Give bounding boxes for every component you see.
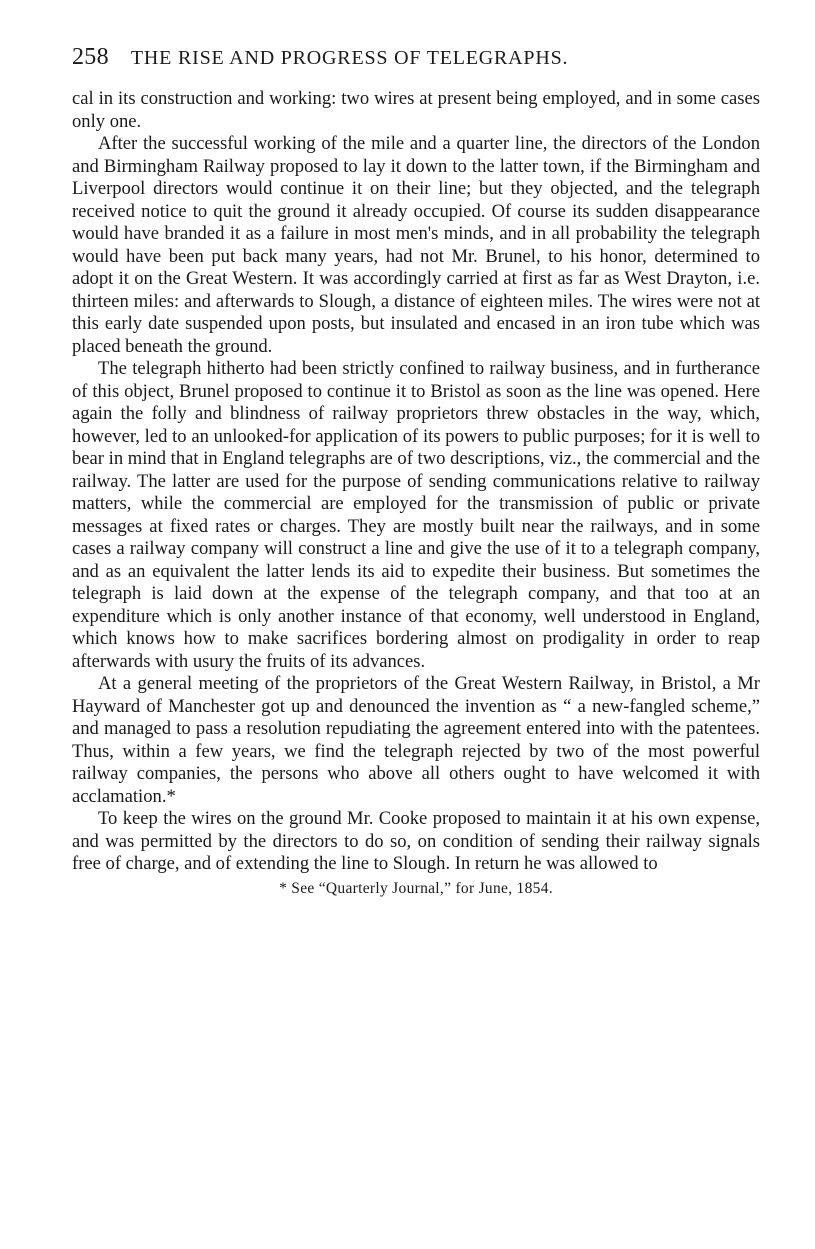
body-text <box>72 88 760 876</box>
book-page <box>72 44 760 898</box>
footnote: * See “Quarterly Journal,” for June, 1854. <box>279 879 553 897</box>
page-number: 258 <box>72 44 109 70</box>
paragraph: At a general meeting of the proprietors of the Great Western Railway, in Bristol, a Mr Hayward of Manchester got up and denounced the invention as “ a new-fangled scheme,” and managed to pass a resolution repudiating the agreement entered into with the patentees. Thus, within a few years, we find the telegraph rejected by two of the most powerful railway companies, the persons who above all others ought to have welcomed it with acclamation.* <box>72 673 760 807</box>
paragraph: The telegraph hitherto had been strictly confined to railway business, and in furtherance of this object, Brunel proposed to continue it to Bristol as soon as the line was opened. Here again the folly and blindness of railway proprietors threw obstacles in the way, which, however, led to an unlooked-for application of its powers to public purposes; for it is well to bear in mind that in England telegraphs are of two descriptions, viz., the commercial and the railway. The latter are used for the purpose of sending communications relative to railway matters, while the commercial are employed for the transmission of public or private messages at fixed rates or charges. They are mostly built near the railways, and in some cases a railway company will construct a line and give the use of it to a telegraph company, and as an equivalent the latter lends its aid to expedite their business. But sometimes the telegraph is laid down at the expense of the telegraph company, and that too at an expenditure which is only another instance of that economy, well understood in England, which knows how to make sacrifices bordering almost on prodigality in order to reap afterwards with usury the fruits of its advances. <box>72 358 760 672</box>
paragraph: After the successful working of the mile and a quarter line, the directors of the London and Birmingham Railway proposed to lay it down to the latter town, if the Birmingham and Liverpool directors would continue it on their line; but they objected, and the telegraph received notice to quit the ground it already occupied. Of course its sudden disappearance would have branded it as a failure in most men's minds, and in all probability the telegraph would have been put back many years, had not Mr. Brunel, to his honor, determined to adopt it on the Great Western. It was accordingly carried at first as far as West Drayton, i.e. thirteen miles: and afterwards to Slough, a distance of eighteen miles. The wires were not at this early date suspended upon posts, but insulated and encased in an iron tube which was placed beneath the ground. <box>72 133 760 357</box>
paragraph-continuation: cal in its construction and working: two wires at present being employed, and in some cases only one. <box>72 88 760 132</box>
running-header <box>72 44 760 82</box>
paragraph: To keep the wires on the ground Mr. Cooke proposed to maintain it at his own expense, and was permitted by the directors to do so, on condition of sending their railway signals free of charge, and of extending the line to Slough. In return he was allowed to <box>72 808 760 874</box>
running-title: THE RISE AND PROGRESS OF TELEGRAPHS. <box>130 47 569 69</box>
